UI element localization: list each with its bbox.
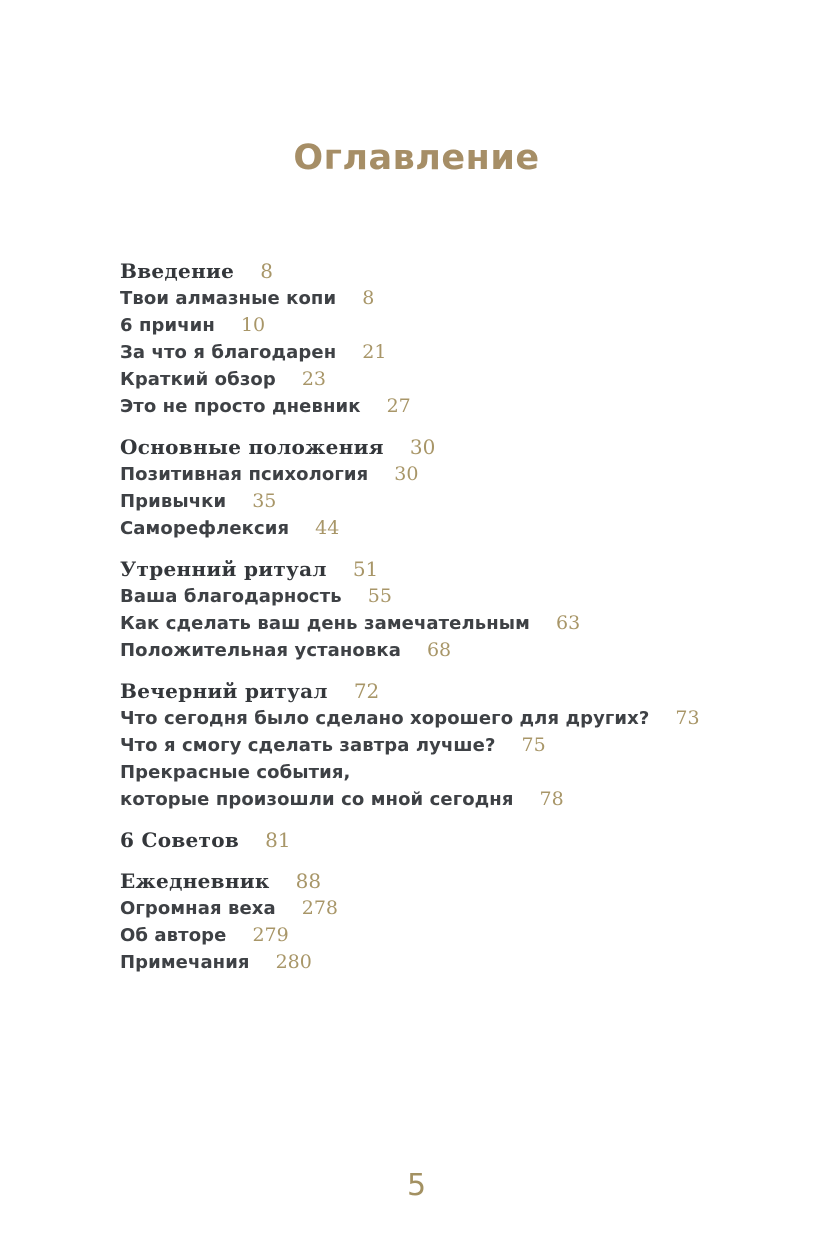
toc-entry — [120, 949, 783, 976]
toc-entry-label: Об авторе — [120, 925, 227, 946]
toc-section-page: 51 — [352, 557, 379, 581]
toc-entry — [120, 610, 783, 637]
toc-entry-page: 55 — [367, 585, 392, 607]
toc-entry-page: 10 — [240, 314, 266, 336]
toc-section-page: 30 — [409, 435, 436, 459]
toc-entry-page: 75 — [521, 734, 546, 756]
toc-section-title: Ежедневник — [120, 869, 270, 893]
toc-entry-label: Что я смогу сделать завтра лучше? — [120, 735, 496, 756]
toc-entry — [120, 705, 783, 732]
toc-entry — [120, 461, 783, 488]
toc-entry-label: Положительная установка — [120, 640, 401, 661]
toc-entry-page: 63 — [555, 612, 581, 634]
toc-entry — [120, 922, 783, 949]
toc-entry — [120, 285, 783, 312]
toc-section-osnovnye-polozheniya — [120, 434, 783, 542]
toc-entry-page: 8 — [362, 287, 375, 309]
toc-entry — [120, 786, 783, 813]
toc-section-header — [120, 678, 783, 705]
toc-entry — [120, 732, 783, 759]
toc-section-utrennij-ritual — [120, 556, 783, 664]
toc-section-header — [120, 868, 783, 895]
toc-entry — [120, 759, 783, 786]
toc-entry-page: 279 — [252, 924, 289, 946]
page-title: Оглавление — [293, 138, 540, 178]
toc-section-header — [120, 556, 783, 583]
toc-entry-label: Твои алмазные копи — [120, 288, 337, 309]
toc-entry-page: 68 — [426, 639, 452, 661]
toc-entry-label: Ваша благодарность — [120, 586, 342, 607]
toc-section-header — [120, 258, 783, 285]
toc-entry-page: 23 — [301, 368, 327, 390]
toc-section-title: Введение — [120, 259, 235, 283]
toc-entry-page: 280 — [275, 951, 312, 973]
toc-entry-page: 44 — [315, 517, 340, 539]
toc-entry-label: Привычки — [120, 491, 227, 512]
toc-section-vvedenie — [120, 258, 783, 420]
toc-section-page: 72 — [353, 679, 380, 703]
toc-section-page: 88 — [295, 869, 322, 893]
toc-section-ezhednevnik — [120, 868, 783, 976]
page-number: 5 — [406, 1168, 427, 1203]
toc-entry-label: За что я благодарен — [120, 342, 337, 363]
toc-entry-label: Что сегодня было сделано хорошего для других? — [120, 708, 650, 729]
toc-section-header — [120, 434, 783, 461]
toc-entry-label: 6 причин — [120, 315, 215, 336]
toc-entry-page: 278 — [301, 897, 338, 919]
toc-entry — [120, 393, 783, 420]
toc-section-vechernij-ritual — [120, 678, 783, 813]
toc-entry — [120, 488, 783, 515]
toc-entry-label: Краткий обзор — [120, 369, 276, 390]
toc-entry — [120, 312, 783, 339]
toc-section-page: 81 — [265, 828, 291, 852]
toc-entry-page: 27 — [386, 395, 411, 417]
toc-entry-page: 21 — [362, 341, 387, 363]
toc-entry-label: Огромная веха — [120, 898, 276, 919]
toc-entry-page: 30 — [394, 463, 419, 485]
toc-entry — [120, 366, 783, 393]
table-of-contents — [120, 258, 783, 976]
toc-section-title: Вечерний ритуал — [120, 679, 328, 703]
toc-entry — [120, 895, 783, 922]
toc-entry-page: 35 — [252, 490, 277, 512]
toc-section-title: 6 Советов — [120, 828, 240, 852]
toc-entry-label: Саморефлексия — [120, 518, 290, 539]
toc-entry-label: Прекрасные события, — [120, 762, 351, 783]
toc-entry-label: Это не просто дневник — [120, 396, 361, 417]
toc-section-header — [120, 827, 783, 854]
toc-section-title: Утренний ритуал — [120, 557, 327, 581]
toc-entry-label: Примечания — [120, 952, 250, 973]
toc-section-page: 8 — [260, 259, 273, 283]
toc-entry — [120, 637, 783, 664]
toc-entry-page: 78 — [539, 788, 564, 810]
toc-entry-label: которые произошли со мной сегодня — [120, 789, 514, 810]
toc-entry — [120, 515, 783, 542]
toc-section-6-sovetov — [120, 827, 783, 854]
toc-entry-label: Позитивная психология — [120, 464, 369, 485]
toc-entry — [120, 339, 783, 366]
toc-entry-label: Как сделать ваш день замечательным — [120, 613, 530, 634]
toc-section-title: Основные положения — [120, 435, 384, 459]
toc-entry-page: 73 — [675, 707, 700, 729]
toc-entry — [120, 583, 783, 610]
